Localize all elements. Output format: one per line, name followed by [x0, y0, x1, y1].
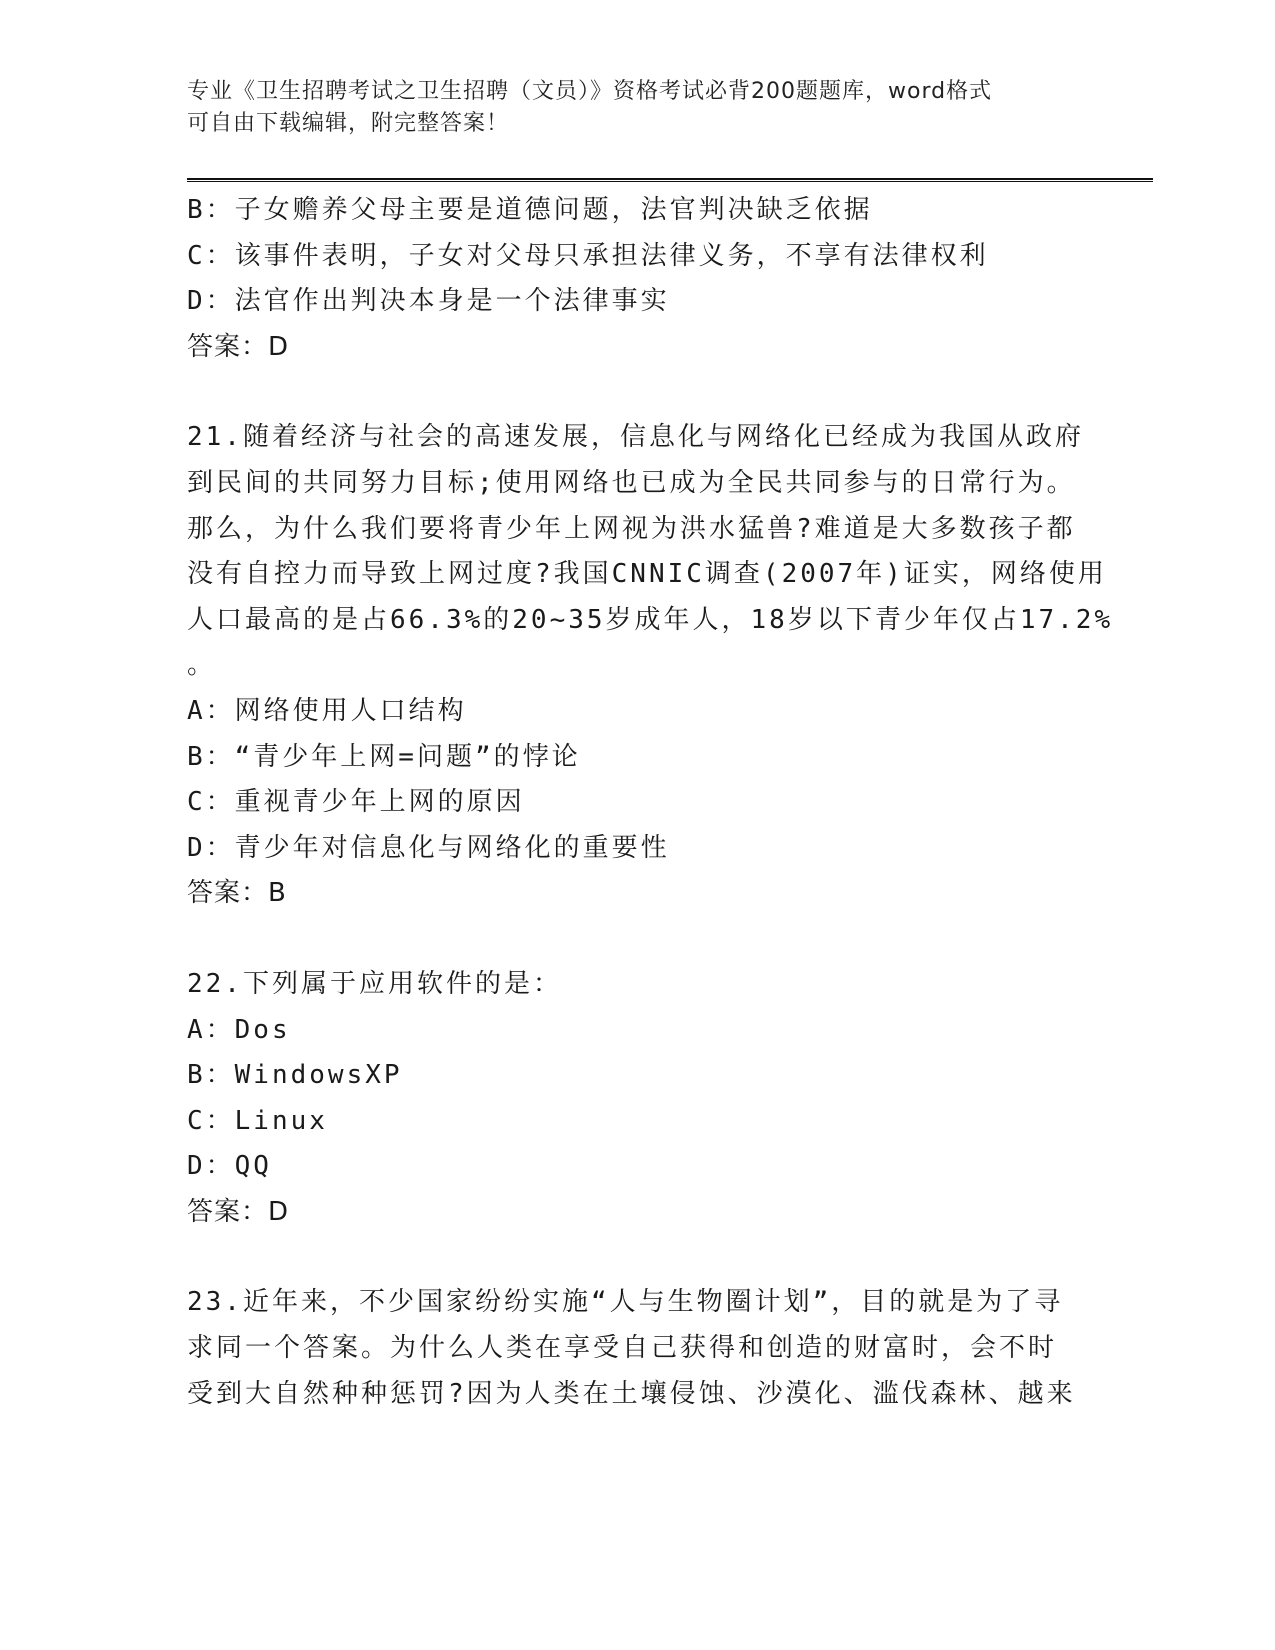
- question-23: [187, 1280, 1087, 1417]
- question-text-line: 23.近年来，不少国家纷纷实施“人与生物圈计划”，目的就是为了寻: [187, 1287, 1064, 1318]
- option-b: B：WindowsXP: [187, 1060, 403, 1091]
- spacer: [187, 370, 1087, 415]
- question-20-continuation: [187, 188, 1087, 370]
- header-divider: [187, 178, 1153, 182]
- spacer: [187, 917, 1087, 962]
- header-title-line-2: 可自由下载编辑，附完整答案！: [187, 111, 510, 136]
- option-d: D：青少年对信息化与网络化的重要性: [187, 832, 670, 863]
- document-body: [187, 188, 1114, 1417]
- question-text-line: 人口最高的是占66.3%的20~35岁成年人，18岁以下青少年仅占17.2%: [187, 604, 1114, 635]
- question-text-line: 21.随着经济与社会的高速发展，信息化与网络化已经成为我国从政府: [187, 422, 1084, 453]
- question-text-line: 受到大自然种种惩罚?因为人类在土壤侵蚀、沙漠化、滥伐森林、越来: [187, 1378, 1076, 1409]
- question-text-line: 到民间的共同努力目标;使用网络也已成为全民共同参与的日常行为。: [187, 467, 1076, 498]
- option-c: C：Linux: [187, 1105, 328, 1136]
- option-a: A：网络使用人口结构: [187, 695, 467, 726]
- question-21: [187, 415, 1114, 917]
- option-b: B：子女赡养父母主要是道德问题，法官判决缺乏依据: [187, 195, 873, 225]
- spacer: [187, 1235, 1087, 1280]
- question-text-line: 22.下列属于应用软件的是：: [187, 968, 562, 999]
- question-text-line: 没有自控力而导致上网过度?我国CNNIC调查(2007年)证实，网络使用: [187, 559, 1107, 590]
- question-text-line: 求同一个答案。为什么人类在享受自己获得和创造的财富时，会不时: [187, 1333, 1058, 1364]
- question-text-line: 。: [187, 650, 217, 681]
- header-title-line-1: 专业《卫生招聘考试之卫生招聘（文员）》资格考试必背200题题库，word格式: [187, 79, 993, 104]
- option-b: B：“青少年上网=问题”的悖论: [187, 741, 581, 772]
- answer-label: 答案：B: [187, 878, 287, 909]
- option-c: C：该事件表明，子女对父母只承担法律义务，不享有法律权利: [187, 240, 989, 271]
- question-22: [187, 962, 1087, 1236]
- option-d: D：法官作出判决本身是一个法律事实: [187, 286, 670, 317]
- option-a: A：Dos: [187, 1014, 291, 1045]
- option-d: D：QQ: [187, 1151, 272, 1182]
- option-c: C：重视青少年上网的原因: [187, 787, 525, 818]
- answer-label: 答案：D: [187, 331, 290, 362]
- question-text-line: 那么，为什么我们要将青少年上网视为洪水猛兽?难道是大多数孩子都: [187, 513, 1076, 544]
- document-header: [187, 76, 1087, 140]
- answer-label: 答案：D: [187, 1196, 290, 1227]
